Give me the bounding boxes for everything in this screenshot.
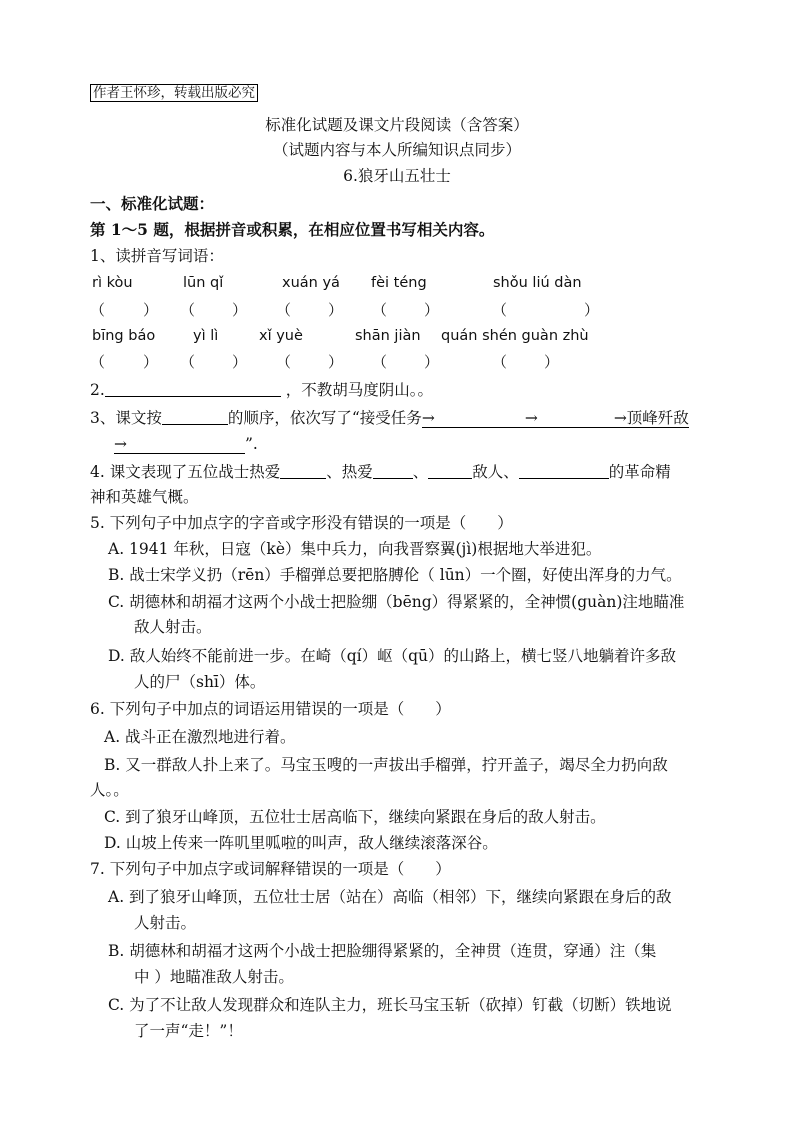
q5-option-a: A. 1941 年秋，日寇（kè）集中兵力，向我晋察翼(jì)根据地大举进犯。 <box>108 540 602 558</box>
answer-paren-open: （ <box>90 353 106 371</box>
q3-arrow: → <box>421 409 435 427</box>
q5-option-b: B. 战士宋学义扔（rēn）手榴弹总要把胳膊伦（ lūn）一个圈，好使出浑身的力气。 <box>108 566 682 584</box>
q3-arrow: → <box>114 435 127 453</box>
q5-stem: 5. 下列句子中加点字的字音或字形没有错误的一项是（ ） <box>90 514 513 532</box>
answer-paren-open: （ <box>180 353 196 371</box>
answer-paren-open: （ <box>492 353 508 371</box>
pinyin-item: bīng báo <box>92 328 156 344</box>
q4-blank[interactable] <box>373 463 413 479</box>
q3-text-b: 的顺序，依次写了“接受任务 <box>227 409 422 427</box>
q6-option-a: A. 战斗正在激烈地进行着。 <box>104 728 296 746</box>
document-title: 标准化试题及课文片段阅读（含答案） <box>265 116 529 134</box>
q3-line <box>90 408 704 428</box>
pinyin-item: rì kòu <box>92 275 133 291</box>
q4-text-c: 、 <box>412 463 429 481</box>
answer-paren-close: ） <box>544 353 560 371</box>
q4-blank[interactable] <box>428 463 472 479</box>
answer-paren-close: ） <box>143 301 159 319</box>
pinyin-item: shǒu liú dàn <box>493 275 582 291</box>
q3-text-end: →顶峰歼敌 <box>613 409 689 427</box>
q7-option-a: A. 到了狼牙山峰顶，五位壮士居（站在）高临（相邻）下，继续向紧跟在身后的敌 <box>108 888 672 906</box>
q3-arrow: → <box>524 409 538 427</box>
q2-number: 2. <box>90 381 105 399</box>
lesson-title: 6.狼牙山五壮士 <box>343 167 451 185</box>
pinyin-item: yì lì <box>193 328 219 344</box>
q4-blank[interactable] <box>519 463 609 479</box>
q7-option-c-cont: 了一声“走！”！ <box>134 1022 243 1040</box>
q7-option-a-cont: 人射击。 <box>134 914 197 932</box>
q3-text-a: 3、课文按 <box>90 409 162 427</box>
q4-line2: 神和英雄气概。 <box>90 488 199 506</box>
q2-line <box>90 380 704 400</box>
answer-paren-close: ） <box>232 301 248 319</box>
q6-option-c: C. 到了狼牙山峰顶，五位壮士居高临下，继续向紧跟在身后的敌人射击。 <box>104 808 606 826</box>
q4-text-b: 、热爱 <box>326 463 373 481</box>
q7-option-b: B. 胡德林和胡福才这两个小战士把脸绷得紧紧的，全神贯（连贯，穿通）注（集 <box>108 942 657 960</box>
q2-text: ，不教胡马度阴山。。 <box>285 381 433 399</box>
q4-line <box>90 462 704 482</box>
q5-option-d: D. 敌人始终不能前进一步。在崎（qí）岖（qū）的山路上，横七竖八地躺着许多敌 <box>108 647 677 665</box>
answer-paren-close: ） <box>584 301 600 319</box>
answer-paren-close: ） <box>232 353 248 371</box>
answer-paren-open: （ <box>180 301 196 319</box>
document-subtitle: （试题内容与本人所编知识点同步） <box>272 141 521 159</box>
q3-line2-end: ”. <box>245 435 258 453</box>
pinyin-item: lūn qǐ <box>183 275 224 291</box>
answer-paren-close: ） <box>424 353 440 371</box>
q6-option-b: B. 又一群敌人扑上来了。马宝玉嗖的一声拔出手榴弹，拧开盖子，竭尽全力扔向敌 <box>104 756 668 774</box>
section-instruction: 第 1～5 题，根据拼音或积累，在相应位置书写相关内容。 <box>90 220 495 239</box>
q4-text-a: 4. 课文表现了五位战士热爱 <box>90 463 281 481</box>
pinyin-item: shān jiàn <box>355 328 421 344</box>
section-heading: 一、标准化试题： <box>90 194 215 213</box>
author-note: 作者王怀珍，转载出版必究 <box>90 84 258 102</box>
q4-text-e: 的革命精 <box>608 463 671 481</box>
q6-option-d: D. 山坡上传来一阵叽里呱啦的叫声，敌人继续滚落深谷。 <box>104 834 498 852</box>
pinyin-item: fèi téng <box>371 275 427 291</box>
answer-paren-open: （ <box>90 301 106 319</box>
answer-paren-open: （ <box>372 353 388 371</box>
q5-option-c: C. 胡德林和胡福才这两个小战士把脸绷（bēng）得紧紧的，全神惯(guàn)注地瞄准 <box>108 593 685 611</box>
pinyin-item: xuán yá <box>282 275 340 291</box>
answer-paren-close: ） <box>328 301 344 319</box>
q6-stem: 6. 下列句子中加点的词语运用错误的一项是（ ） <box>90 700 451 718</box>
q5-option-d-cont: 人的尸（shī）体。 <box>134 673 266 691</box>
answer-paren-open: （ <box>276 353 292 371</box>
q1-label: 1、读拼音写词语： <box>90 247 224 265</box>
pinyin-item: xǐ yuè <box>259 328 303 344</box>
answer-paren-open: （ <box>276 301 292 319</box>
answer-paren-open: （ <box>372 301 388 319</box>
q3-blank-order[interactable] <box>162 409 228 425</box>
q7-option-b-cont: 中 ）地瞄准敌人射击。 <box>134 968 294 986</box>
q6-option-b-cont: 人。。 <box>90 781 129 799</box>
q4-text-d: 敌人、 <box>472 463 519 481</box>
q3-line2 <box>114 434 704 454</box>
q4-blank[interactable] <box>280 463 326 479</box>
q7-option-c: C. 为了不让敌人发现群众和连队主力，班长马宝玉斩（砍掉）钉截（切断）铁地说 <box>108 996 672 1014</box>
q2-blank[interactable] <box>105 381 281 397</box>
answer-paren-open: （ <box>492 301 508 319</box>
q7-stem: 7. 下列句子中加点字或词解释错误的一项是（ ） <box>90 860 451 878</box>
answer-paren-close: ） <box>424 301 440 319</box>
pinyin-item: quán shén guàn zhù <box>441 328 589 344</box>
answer-paren-close: ） <box>328 353 344 371</box>
answer-paren-close: ） <box>143 353 159 371</box>
q5-option-c-cont: 敌人射击。 <box>134 618 212 636</box>
